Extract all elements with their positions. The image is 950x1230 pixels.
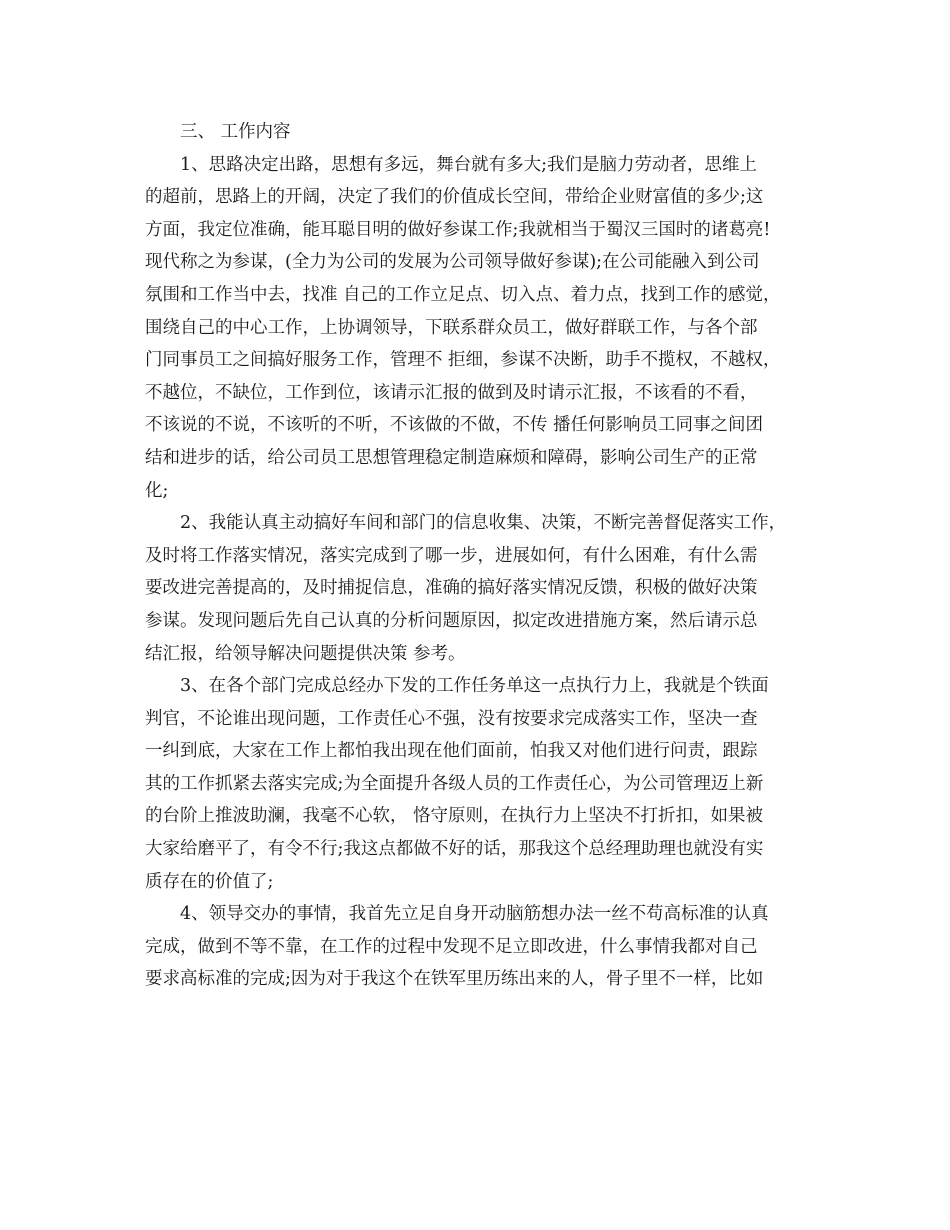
paragraph-line: 不越位，不缺位，工作到位，该请示汇报的做到及时请示汇报，不该看的不看， [145, 382, 758, 403]
paragraph-first-line: 3、在各个部门完成总经办下发的工作任务单这一点执行力上，我就是个铁面 [180, 676, 769, 697]
paragraph-line: 结和进步的话，给公司员工思想管理稳定制造麻烦和障碍，影响公司生产的正常 [145, 447, 758, 468]
paragraph-first-line: 1、思路决定出路，思想有多远，舞台就有多大;我们是脑力劳动者，思维上 [180, 154, 758, 175]
paragraph-first-line: 2、我能认真主动搞好车间和部门的信息收集、决策，不断完善督促落实工作， [180, 513, 787, 534]
paragraph-line: 的超前，思路上的开阔，决定了我们的价值成长空间，带给企业财富值的多少;这 [145, 187, 764, 208]
paragraph-line: 及时将工作落实情况，落实完成到了哪一步，进展如何，有什么困难，有什么需 [145, 545, 758, 566]
paragraph-line: 氛围和工作当中去，找准 自己的工作立足点、切入点、着力点，找到工作的感觉， [145, 284, 781, 305]
paragraph-line: 一纠到底，大家在工作上都怕我出现在他们面前，怕我又对他们进行问责，跟踪 [145, 741, 758, 762]
paragraph-line: 围绕自己的中心工作，上协调领导，下联系群众员工，做好群联工作，与各个部 [145, 317, 758, 338]
paragraph-line: 大家给磨平了，有令不行;我这点都做不好的话，那我这个总经理助理也就没有实 [145, 839, 764, 860]
paragraph-line: 结汇报，给领导解决问题提供决策 参考。 [145, 643, 466, 664]
paragraph-line: 要改进完善提高的，及时捕捉信息，准确的搞好落实情况反馈，积极的做好决策 [145, 578, 758, 599]
paragraph-line: 现代称之为参谋，(全力为公司的发展为公司领导做好参谋);在公司能融入到公司 [145, 252, 760, 273]
paragraph-line: 质存在的价值了; [145, 871, 274, 892]
paragraph-line: 要求高标准的完成;因为对于我这个在铁军里历练出来的人，骨子里不一样，比如 [145, 969, 764, 990]
paragraph-line: 不该说的不说，不该听的不听，不该做的不做，不传 播任何影响员工同事之间团 [145, 415, 764, 436]
document-body [145, 116, 815, 996]
paragraph-line: 判官，不论谁出现问题，工作责任心不强，没有按要求完成落实工作，坚决一查 [145, 708, 758, 729]
paragraph-line: 方面，我定位准确，能耳聪目明的做好参谋工作;我就相当于蜀汉三国时的诸葛亮! [145, 219, 771, 240]
paragraph-line: 的台阶上推波助澜，我毫不心软， 恪守原则，在执行力上坚决不打折扣，如果被 [145, 806, 764, 827]
paragraph-list [145, 149, 815, 996]
paragraph-line: 门同事员工之间搞好服务工作，管理不 拒细，参谋不决断，助手不揽权，不越权， [145, 350, 781, 371]
paragraph-line: 参谋。发现问题后先自己认真的分析问题原因，拟定改进措施方案，然后请示总 [145, 610, 758, 631]
paragraph-line: 其的工作抓紧去落实完成;为全面提升各级人员的工作责任心，为公司管理迈上新 [145, 773, 764, 794]
paragraph-line: 完成，做到不等不靠，在工作的过程中发现不足立即改进，什么事情我都对自己 [145, 936, 758, 957]
paragraph-first-line: 4、领导交办的事情，我首先立足自身开动脑筋想办法一丝不苟高标准的认真 [180, 904, 769, 925]
section-heading: 三、 工作内容 [180, 122, 291, 142]
paragraph-line: 化; [145, 480, 169, 501]
